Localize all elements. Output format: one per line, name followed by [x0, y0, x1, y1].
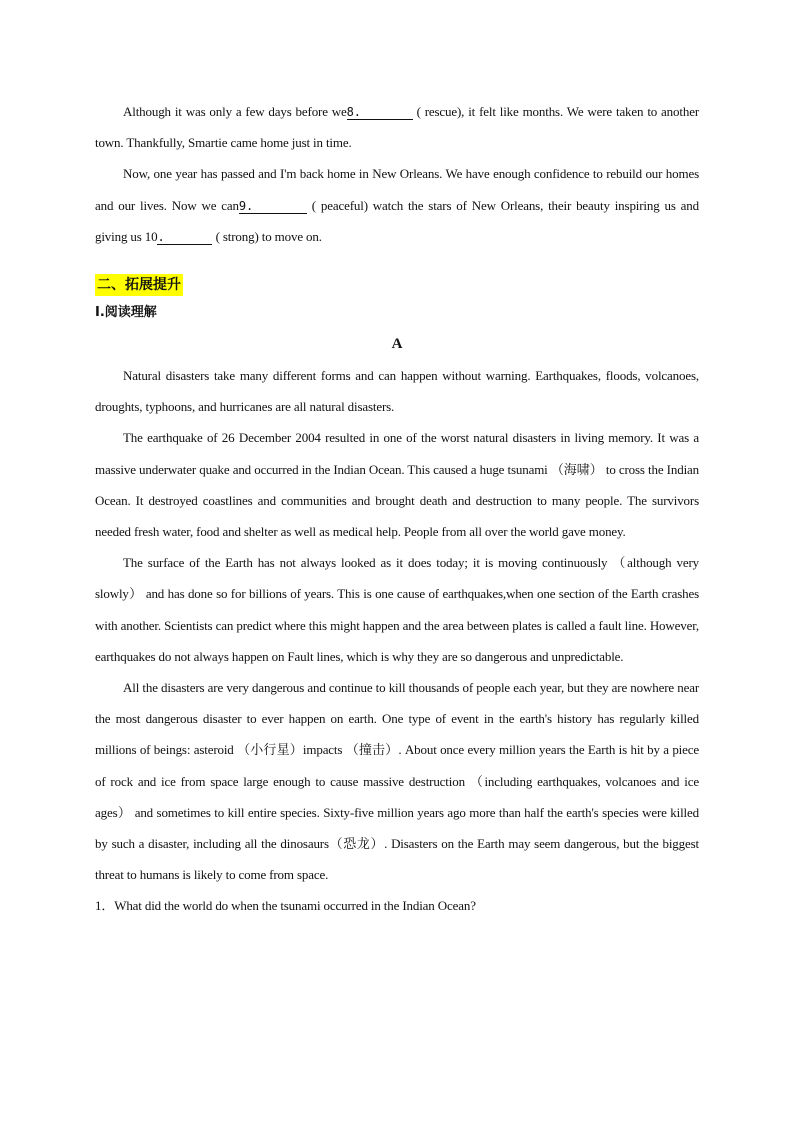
answer-blank-10[interactable] [157, 230, 212, 245]
blank-8-number: 8. [346, 105, 361, 119]
document-page [95, 96, 699, 922]
blank-9-number: 9. [238, 198, 254, 213]
passage-paragraph-4: All the disasters are very dangerous and continue to kill thousands of people each year, but they are nowhere near the most dangerous disaster to ever happen on earth. One type of event in the earth's history has regularly killed millions of beings: asteroid （小行星）impacts （撞击）. About once every million years the Earth is hit by a piece of rock and ice from space large enough to cause massive destruction （including earthquakes, volcanoes and ice ages） and sometimes to kill entire species. Sixty-five million years ago more than half the earth's species were killed by such a disaster, including all the dinosaurs（恐龙）. Disasters on the Earth may seem dangerous, but the biggest threat to humans is likely to come from space. [95, 680, 699, 883]
passage-letter: A [391, 336, 403, 353]
story-paragraph-2 [95, 158, 699, 252]
passage-paragraph-3: The surface of the Earth has not always looked as it does today; it is moving continuously （although very slowly） and has done so for billions of years. This is one cause of earthquakes,when one section of the Earth crashes with another. Scientists can predict where this might happen and the area between plates is called a fault line. However, earthquakes do not always happen on Fault lines, which is why they are so dangerous and unpredictable. [95, 555, 699, 664]
para2-text-after: ( strong) to move on. [212, 228, 322, 244]
answer-blank-9[interactable] [239, 199, 307, 214]
para2-text-before: Now, one year has passed and I'm back home in New Orleans. We have enough confidence to rebuild our homes and our lives. Now we can [95, 166, 699, 213]
passage-paragraph-2: The earthquake of 26 December 2004 resulted in one of the worst natural disasters in living memory. It was a massive underwater quake and occurred in the Indian Ocean. This caused a huge tsunami （海啸） to cross the Indian Ocean. It destroyed coastlines and communities and brought death and destruction to many people. The survivors needed fresh water, food and shelter as well as medical help. People from all over the world gave money. [95, 430, 699, 540]
passage-paragraph-1: Natural disasters take many different forms and can happen without warning. Earthquakes, floods, volcanoes, droughts, typhoons, and hurricanes are all natural disasters. [95, 368, 699, 415]
question-1: 1．What did the world do when the tsunami occurred in the Indian Ocean? [95, 898, 476, 914]
section-title: 二、拓展提升 [95, 274, 183, 296]
answer-blank-8[interactable] [347, 105, 413, 120]
para1-text-before: Although it was only a few days before we [123, 104, 347, 119]
story-paragraph-1 [95, 96, 699, 158]
extension-section [95, 274, 699, 296]
blank-10-number: . [157, 229, 165, 244]
reading-subtitle: I.阅读理解 [95, 305, 157, 321]
para2-text-middle: ( peaceful) watch the stars of New Orleans, their beauty inspiring us and giving us 10 [95, 197, 699, 244]
para1-text-after: ( rescue), it felt like months. We were taken to another town. Thankfully, Smartie came home just in time. [95, 104, 699, 151]
